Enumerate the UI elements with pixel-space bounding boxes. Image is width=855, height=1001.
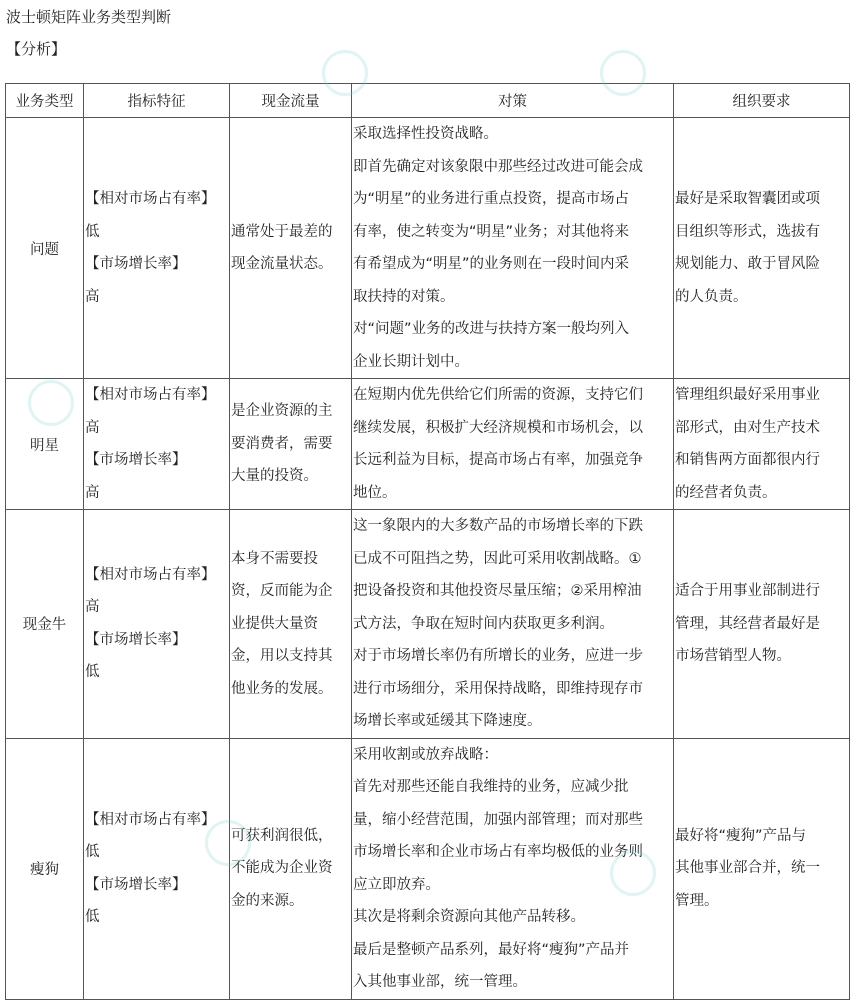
strategy-line: 入其他事业部，统一管理。 xyxy=(353,974,527,990)
strategy-cell xyxy=(352,379,674,510)
business-type-cell: 瘦狗 xyxy=(6,738,84,999)
organization-line: 其他事业部合并，统一 xyxy=(675,860,820,877)
indicator-line: 低 xyxy=(85,223,100,240)
indicator-line: 【相对市场占有率】 xyxy=(85,191,216,207)
organization-cell xyxy=(674,379,850,510)
strategy-line: 采用收割或放弃战略： xyxy=(353,746,498,763)
strategy-line: 最后是整顿产品系列，最好将“瘦狗”产品并 xyxy=(353,941,630,958)
strategy-line: 这一象限内的大多数产品的市场增长率的下跌 xyxy=(353,518,643,534)
strategy-line: 采取选择性投资战略。 xyxy=(353,126,498,142)
strategy-line: 长远利益为目标，提高市场占有率，加强竞争 xyxy=(353,452,643,468)
indicator-line: 低 xyxy=(85,664,100,681)
cashflow-line: 金的来源。 xyxy=(231,892,304,909)
strategy-line: 取扶持的对策。 xyxy=(353,288,455,305)
table-row xyxy=(6,510,850,739)
bcg-matrix-table xyxy=(5,83,850,1000)
organization-line: 最好将“瘦狗”产品与 xyxy=(675,827,807,844)
cashflow-line: 现金流量状态。 xyxy=(231,256,333,272)
header-business-type: 业务类型 xyxy=(6,84,84,118)
header-cashflow: 现金流量 xyxy=(230,84,352,118)
organization-line: 的人负责。 xyxy=(675,288,748,305)
indicator-line: 【市场增长率】 xyxy=(85,631,187,648)
indicator-cell xyxy=(84,118,230,379)
cashflow-line: 业提供大量资 xyxy=(231,615,318,632)
cashflow-line: 他业务的发展。 xyxy=(231,680,333,697)
cashflow-cell xyxy=(230,118,352,379)
cashflow-line: 本身不需要投 xyxy=(231,550,318,567)
organization-cell xyxy=(674,738,850,999)
indicator-cell xyxy=(84,379,230,510)
strategy-line: 应立即放弃。 xyxy=(353,876,440,893)
cashflow-line: 资，反而能为企 xyxy=(231,583,333,599)
strategy-line: 首先对那些还能自我维持的业务，应减少批 xyxy=(353,779,629,795)
organization-line: 部形式，由对生产技术 xyxy=(675,419,820,436)
strategy-line: 对“问题”业务的改进与扶持方案一般均列入 xyxy=(353,321,630,337)
header-row xyxy=(6,84,850,118)
strategy-cell xyxy=(352,510,674,739)
strategy-line: 式方法，争取在短时间内获取更多利润。 xyxy=(353,615,614,632)
organization-cell xyxy=(674,510,850,739)
cashflow-cell xyxy=(230,510,352,739)
indicator-line: 高 xyxy=(85,484,100,501)
header-organization: 组织要求 xyxy=(674,84,850,118)
strategy-line: 对于市场增长率仍有所增长的业务，应进一步 xyxy=(353,648,643,664)
organization-line: 管理组织最好采用事业 xyxy=(675,387,820,403)
strategy-line: 量，缩小经营范围，加强内部管理；而对那些 xyxy=(353,811,643,828)
strategy-line: 即首先确定对该象限中那些经过改进可能会成 xyxy=(353,158,643,175)
indicator-line: 【相对市场占有率】 xyxy=(85,387,216,403)
organization-line: 市场营销型人物。 xyxy=(675,648,791,664)
cashflow-line: 大量的投资。 xyxy=(231,468,318,485)
organization-line: 管理，其经营者最好是 xyxy=(675,615,820,632)
organization-line: 和销售两方面都很内行 xyxy=(675,452,820,468)
strategy-line: 市场增长率和企业市场占有率均极低的业务则 xyxy=(353,844,643,860)
indicator-line: 【市场增长率】 xyxy=(85,452,187,468)
strategy-line: 有率，使之转变为“明星”业务；对其他将来 xyxy=(353,223,630,240)
strategy-cell xyxy=(352,118,674,379)
indicator-line: 【市场增长率】 xyxy=(85,256,187,272)
strategy-line: 把设备投资和其他投资尽量压缩；②采用榨油 xyxy=(353,583,642,599)
strategy-line: 在短期内优先供给它们所需的资源，支持它们 xyxy=(353,387,643,403)
cashflow-cell xyxy=(230,738,352,999)
organization-line: 管理。 xyxy=(675,892,719,909)
organization-line: 的经营者负责。 xyxy=(675,484,777,501)
indicator-line: 【相对市场占有率】 xyxy=(85,811,216,828)
organization-line: 规划能力、敢于冒风险 xyxy=(675,256,820,272)
strategy-line: 为“明星”的业务进行重点投资，提高市场占 xyxy=(353,191,630,207)
strategy-line: 进行市场细分，采用保持战略，即维持现存市 xyxy=(353,680,643,697)
organization-line: 最好是采取智囊团或项 xyxy=(675,191,820,207)
strategy-line: 地位。 xyxy=(353,484,397,501)
cashflow-line: 不能成为企业资 xyxy=(231,860,333,877)
strategy-line: 有希望成为“明星”的业务则在一段时间内采 xyxy=(353,256,630,272)
indicator-line: 【市场增长率】 xyxy=(85,876,187,893)
indicator-line: 高 xyxy=(85,288,100,305)
page-title: 波士顿矩阵业务类型判断 xyxy=(6,8,172,26)
organization-line: 适合于用事业部制进行 xyxy=(675,583,820,599)
indicator-line: 高 xyxy=(85,419,100,436)
cashflow-line: 是企业资源的主 xyxy=(231,403,333,420)
strategy-line: 场增长率或延缓其下降速度。 xyxy=(353,713,542,729)
business-type-cell: 问题 xyxy=(6,118,84,379)
header-strategy: 对策 xyxy=(352,84,674,118)
business-type-cell: 明星 xyxy=(6,379,84,510)
indicator-line: 高 xyxy=(85,599,100,616)
strategy-line: 企业长期计划中。 xyxy=(353,353,469,370)
table-row xyxy=(6,738,850,999)
section-label: 【分析】 xyxy=(6,40,67,58)
indicator-line: 低 xyxy=(85,844,100,860)
indicator-cell xyxy=(84,738,230,999)
table-row xyxy=(6,118,850,379)
organization-cell xyxy=(674,118,850,379)
header-indicators: 指标特征 xyxy=(84,84,230,118)
cashflow-cell xyxy=(230,379,352,510)
business-type-cell: 现金牛 xyxy=(6,510,84,739)
strategy-line: 其次是将剩余资源向其他产品转移。 xyxy=(353,909,585,925)
cashflow-line: 可获利润很低， xyxy=(231,827,333,844)
indicator-cell xyxy=(84,510,230,739)
organization-line: 目组织等形式，选拔有 xyxy=(675,223,820,240)
strategy-cell xyxy=(352,738,674,999)
table-row xyxy=(6,379,850,510)
cashflow-line: 通常处于最差的 xyxy=(231,223,333,240)
strategy-line: 已成不可阻挡之势，因此可采用收割战略。① xyxy=(353,550,642,567)
strategy-line: 继续发展，积极扩大经济规模和市场机会，以 xyxy=(353,419,643,436)
cashflow-line: 金，用以支持其 xyxy=(231,648,333,664)
indicator-line: 低 xyxy=(85,909,100,925)
cashflow-line: 要消费者，需要 xyxy=(231,435,333,452)
indicator-line: 【相对市场占有率】 xyxy=(85,566,216,583)
